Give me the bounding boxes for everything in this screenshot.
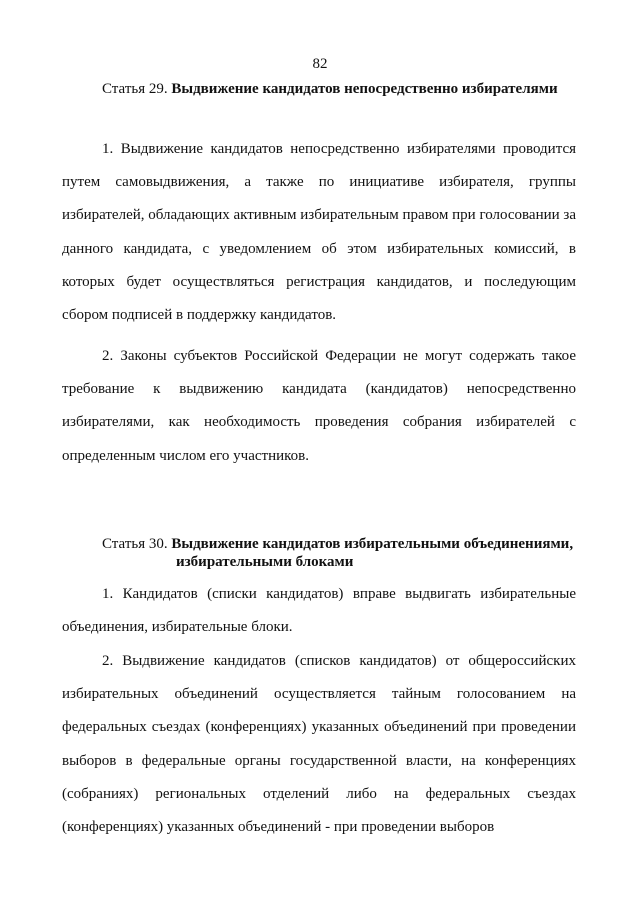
- article-29-paragraph-1: 1. Выдвижение кандидатов непосредственно избирателями проводится путем самовыдвижения, а также по инициативе избирателя, группы избирателей, обладающих активным избирательным правом при голосовании за данного кандидата, с уведомлением об этом избирательных комиссий, в которых будет осуществляться регистрация кандидатов, и последующим сбором подписей в поддержку кандидатов.: [62, 141, 576, 324]
- article-29-paragraph-2: 2. Законы субъектов Российской Федерации не могут содержать такое требование к выдвижению кандидата (кандидатов) непосредственно избирателями, как необходимость проведения собрания избирателей с определенным числом его участников.: [62, 348, 576, 464]
- article-30-paragraph-2: 2. Выдвижение кандидатов (списков кандидатов) от общероссийских избирательных объединений осуществляется тайным голосованием на федеральных съездах (конференциях) указанных объединений при проведении выборов в федеральные органы государственной власти, на конференциях (собраниях) региональных отделений либо на федеральных съездах (конференциях) указанных объединений - при проведении выборов: [62, 653, 576, 836]
- article-30-title: [102, 535, 573, 571]
- article-30-heading-line-2: избирательными блоками: [176, 554, 354, 570]
- article-30-paragraph-1: 1. Кандидатов (списки кандидатов) вправе выдвигать избирательные объединения, избирательные блоки.: [62, 586, 576, 636]
- page-number: 82: [312, 56, 328, 72]
- article-29-title: [102, 80, 558, 98]
- article-29-heading: Выдвижение кандидатов непосредственно избирателями: [171, 81, 558, 97]
- article-30-number: Статья 30.: [102, 536, 168, 552]
- article-29-number: Статья 29.: [102, 81, 168, 97]
- article-30-heading-line-1: Выдвижение кандидатов избирательными объединениями,: [171, 536, 574, 552]
